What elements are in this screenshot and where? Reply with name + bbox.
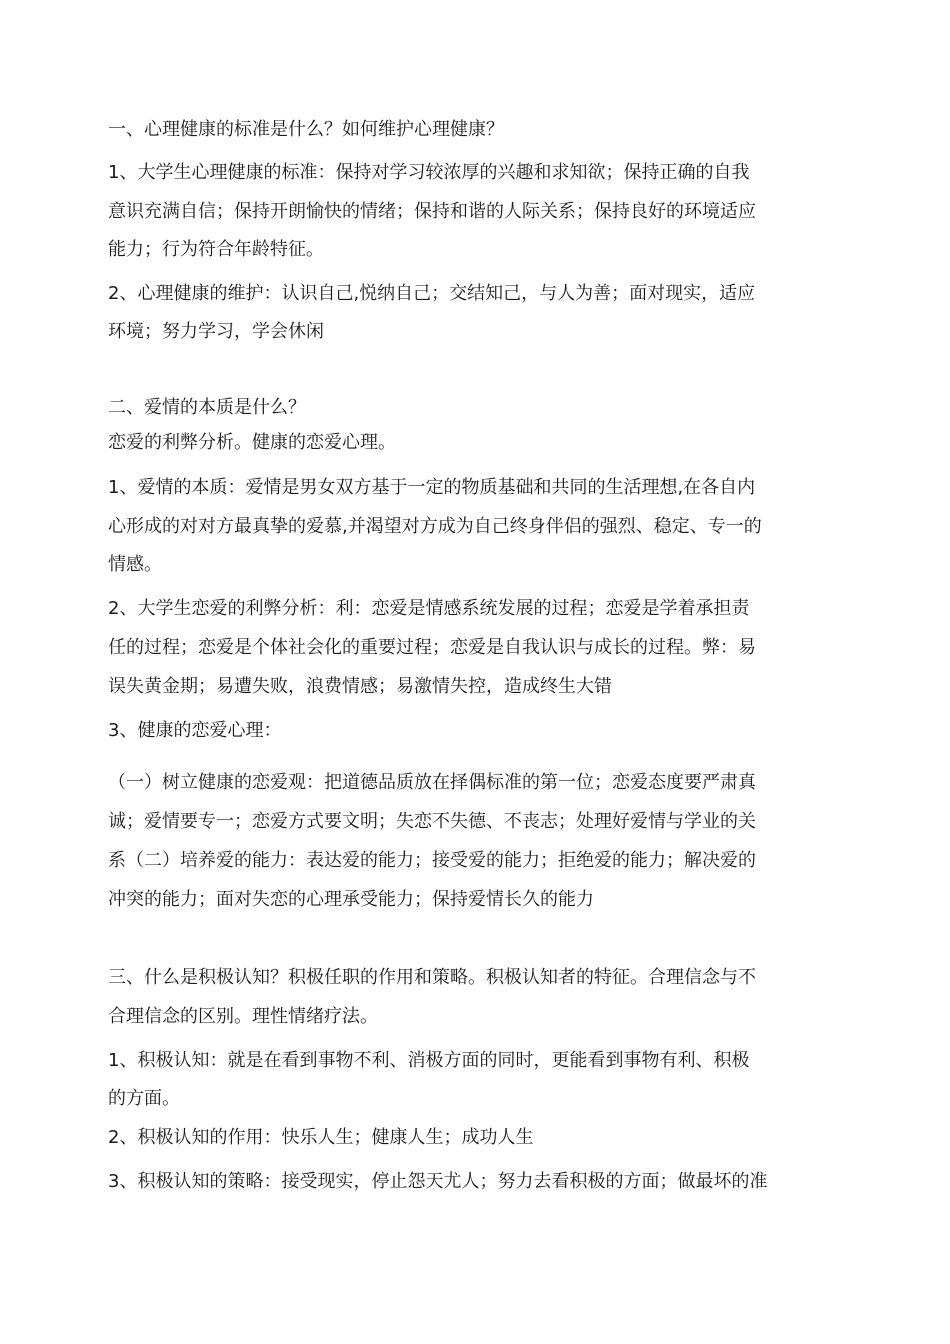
paragraph-line: （一）树立健康的恋爱观：把道德品质放在择偶标准的第一位；恋爱态度要严肃真 xyxy=(108,772,756,793)
paragraph-line: 能力；行为符合年龄特征。 xyxy=(108,239,324,260)
paragraph-line: 2、心理健康的维护：认识自己,悦纳自己；交结知己，与人为善；面对现实，适应 xyxy=(108,283,756,304)
paragraph-line: 恋爱的利弊分析。健康的恋爱心理。 xyxy=(108,432,396,453)
paragraph-line: 意识充满自信；保持开朗愉快的情绪；保持和谐的人际关系；保持良好的环境适应 xyxy=(108,201,756,222)
paragraph-line: 3、健康的恋爱心理： xyxy=(108,720,282,741)
paragraph-line: 合理信念的区别。理性情绪疗法。 xyxy=(108,1006,378,1027)
paragraph-line: 任的过程；恋爱是个体社会化的重要过程；恋爱是自我认识与成长的过程。弊：易 xyxy=(108,637,756,658)
paragraph-line: 环境；努力学习，学会休闲 xyxy=(108,321,324,342)
paragraph-line: 冲突的能力；面对失恋的心理承受能力；保持爱情长久的能力 xyxy=(108,889,594,910)
paragraph-line: 2、大学生恋爱的利弊分析：利：恋爱是情感系统发展的过程；恋爱是学着承担责 xyxy=(108,598,750,619)
paragraph-line: 系（二）培养爱的能力：表达爱的能力；接受爱的能力；拒绝爱的能力；解决爱的 xyxy=(108,850,756,871)
heading-section-1: 一、心理健康的标准是什么？如何维护心理健康？ xyxy=(108,119,504,140)
paragraph-line: 1、大学生心理健康的标准：保持对学习较浓厚的兴趣和求知欲；保持正确的自我 xyxy=(108,162,750,183)
paragraph-line: 的方面。 xyxy=(108,1088,180,1109)
paragraph-line: 心形成的对对方最真挚的爱慕,并渴望对方成为自己终身伴侣的强烈、稳定、专一的 xyxy=(108,516,762,537)
paragraph-line: 情感。 xyxy=(108,554,162,575)
paragraph-line: 2、积极认知的作用：快乐人生；健康人生；成功人生 xyxy=(108,1127,534,1148)
heading-section-3: 三、什么是积极认知？积极任职的作用和策略。积极认知者的特征。合理信念与不 xyxy=(108,967,756,988)
paragraph-line: 3、积极认知的策略：接受现实，停止怨天尤人；努力去看积极的方面；做最坏的准 xyxy=(108,1171,768,1192)
paragraph-line: 1、积极认知：就是在看到事物不利、消极方面的同时，更能看到事物有利、积极 xyxy=(108,1050,750,1071)
paragraph-line: 诚；爱情要专一；恋爱方式要文明；失恋不失德、不丧志；处理好爱情与学业的关 xyxy=(108,811,756,832)
heading-section-2: 二、爱情的本质是什么？ xyxy=(108,397,306,418)
paragraph-line: 1、爱情的本质：爱情是男女双方基于一定的物质基础和共同的生活理想,在各自内 xyxy=(108,477,756,498)
paragraph-line: 误失黄金期；易遭失败，浪费情感；易激情失控，造成终生大错 xyxy=(108,676,612,697)
